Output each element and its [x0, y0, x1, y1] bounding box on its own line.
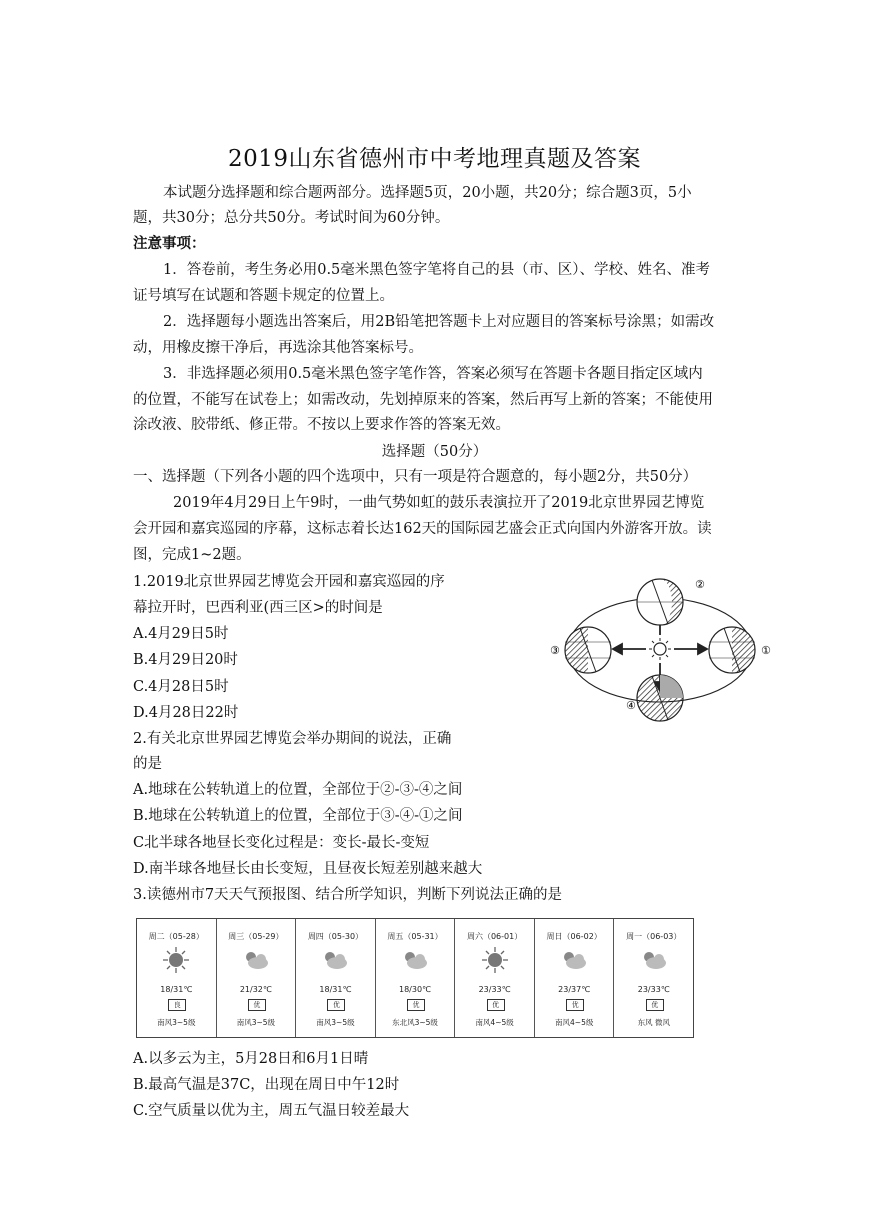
weather-wind: 东风 微风 [637, 1018, 670, 1027]
intro-line-1: 本试题分选择题和综合题两部分。选择题5页，20小题，共20分；综合题3页，5小 [163, 185, 692, 201]
notice-line-3: 2．选择题每小题选出答案后，用2B铅笔把答题卡上对应题目的答案标号涂黑；如需改 [163, 314, 715, 330]
weather-wind: 南风3~5级 [236, 1018, 276, 1027]
weather-day-cell [376, 919, 456, 1037]
q3-option-b: B.最高气温是37C，出现在周日中午12时 [133, 1077, 400, 1093]
weather-temp: 21/32℃ [239, 985, 272, 994]
weather-forecast-table [136, 918, 694, 1038]
air-quality-badge: 良 [168, 999, 186, 1011]
weather-day-cell [137, 919, 217, 1037]
q2-option-a: A.地球在公转轨道上的位置，全部位于②-③-④之间 [133, 782, 463, 798]
notice-heading: 注意事项： [133, 236, 206, 252]
weather-date: 周二（05-28） [148, 932, 204, 941]
weather-temp: 23/33℃ [478, 985, 511, 994]
weather-day-cell [455, 919, 535, 1037]
weather-temp: 18/31℃ [319, 985, 352, 994]
air-quality-badge: 优 [487, 999, 505, 1011]
earth-orbit-diagram [548, 572, 778, 722]
weather-date: 周一（06-03） [626, 932, 682, 941]
q2-stem-2: 的是 [133, 756, 162, 772]
weather-day-cell [614, 919, 693, 1037]
notice-line-4: 动，用橡皮擦干净后，再选涂其他答案标号。 [133, 340, 423, 356]
weather-temp: 23/33℃ [637, 985, 670, 994]
weather-wind: 南风4~5级 [555, 1018, 594, 1027]
air-quality-badge: 优 [566, 999, 584, 1011]
q2-option-c: C北半球各地昼长变化过程是：变长-最长-变短 [133, 835, 430, 851]
cloudy-icon [320, 945, 350, 975]
cloudy-icon [639, 945, 669, 975]
q2-option-d: D.南半球各地昼长由长变短，且昼夜长短差别越来越大 [133, 861, 483, 877]
q1-option-b: B.4月29日20时 [133, 652, 238, 668]
notice-line-5: 3．非选择题必须用0.5毫米黑色签字笔作答，答案必须写在答题卡各题目指定区域内 [163, 366, 703, 382]
weather-date: 周日（06-02） [546, 932, 602, 941]
passage-line-2: 会开园和嘉宾巡园的序幕，这标志着长达162天的国际园艺盛会正式向国内外游客开放。读 [133, 521, 712, 537]
section-title: 选择题（50分） [381, 444, 488, 460]
earth-position-2 [637, 579, 683, 625]
weather-date: 周四（05-30） [307, 932, 364, 941]
passage-line-3: 图，完成1~2题。 [133, 547, 251, 563]
cloudy-icon [241, 945, 271, 975]
q3-option-a: A.以多云为主，5月28日和6月1日晴 [133, 1051, 369, 1067]
q3-option-c: C.空气质量以优为主，周五气温日较差最大 [133, 1103, 410, 1119]
weather-wind: 南风3~5级 [316, 1018, 355, 1027]
label-4: ④ [626, 699, 636, 712]
label-3: ③ [550, 644, 560, 657]
air-quality-badge: 优 [248, 999, 266, 1011]
q2-option-b: B.地球在公转轨道上的位置，全部位于③-④-①之间 [133, 808, 463, 824]
label-1: ① [761, 644, 771, 657]
sun-icon [649, 638, 671, 660]
earth-position-4 [637, 675, 683, 721]
q1-option-d: D.4月28日22时 [133, 705, 239, 721]
weather-temp: 18/30℃ [399, 985, 432, 994]
air-quality-badge: 优 [646, 999, 664, 1011]
notice-line-1: 1．答卷前，考生务必用0.5毫米黑色签字笔将自己的县（市、区）、学校、姓名、准考 [163, 262, 711, 278]
weather-date: 周三（05-29） [228, 932, 284, 941]
earth-position-1 [709, 627, 755, 673]
weather-temp: 23/37℃ [558, 985, 591, 994]
notice-line-6: 的位置，不能写在试卷上；如需改动，先划掉原来的答案，然后再写上新的答案；不能使用 [133, 392, 713, 408]
q1-option-a: A.4月29日5时 [133, 626, 229, 642]
q1-stem-2: 幕拉开时，巴西利亚(西三区>的时间是 [133, 600, 383, 616]
cloudy-icon [559, 945, 589, 975]
notice-line-7: 涂改液、胶带纸、修正带。不按以上要求作答的答案无效。 [133, 417, 510, 433]
weather-day-cell [535, 919, 615, 1037]
air-quality-badge: 优 [407, 999, 425, 1011]
weather-day-cell [217, 919, 297, 1037]
cloudy-icon [400, 945, 430, 975]
page-title: 2019山东省德州市中考地理真题及答案 [227, 146, 642, 172]
weather-date: 周五（05-31） [387, 932, 443, 941]
q2-stem-1: 2.有关北京世界园艺博览会举办期间的说法，正确 [133, 731, 452, 747]
q1-option-c: C.4月28日5时 [133, 679, 229, 695]
weather-wind: 南风3~5级 [157, 1018, 196, 1027]
weather-wind: 东北风3~5级 [392, 1018, 438, 1027]
intro-line-2: 题，共30分；总分共50分。考试时间为60分钟。 [133, 210, 450, 226]
passage-line-1: 2019年4月29日上午9时，一曲气势如虹的鼓乐表演拉开了2019北京世界园艺博览 [173, 495, 705, 511]
sun-icon [161, 945, 191, 975]
air-quality-badge: 优 [327, 999, 345, 1011]
weather-day-cell [296, 919, 376, 1037]
sun-icon [480, 945, 510, 975]
earth-position-3 [565, 627, 611, 673]
notice-line-2: 证号填写在试题和答题卡规定的位置上。 [133, 288, 394, 304]
label-2: ② [695, 578, 705, 591]
weather-wind: 南风4~5级 [475, 1018, 514, 1027]
q3-stem: 3.读德州市7天天气预报图、结合所学知识，判断下列说法正确的是 [133, 887, 563, 903]
weather-temp: 18/31℃ [160, 985, 193, 994]
part-heading: 一、选择题（下列各小题的四个选项中，只有一项是符合题意的，每小题2分，共50分） [133, 469, 698, 485]
q1-stem-1: 1.2019北京世界园艺博览会开园和嘉宾巡园的序 [133, 574, 445, 590]
weather-date: 周六（06-01） [466, 932, 523, 941]
